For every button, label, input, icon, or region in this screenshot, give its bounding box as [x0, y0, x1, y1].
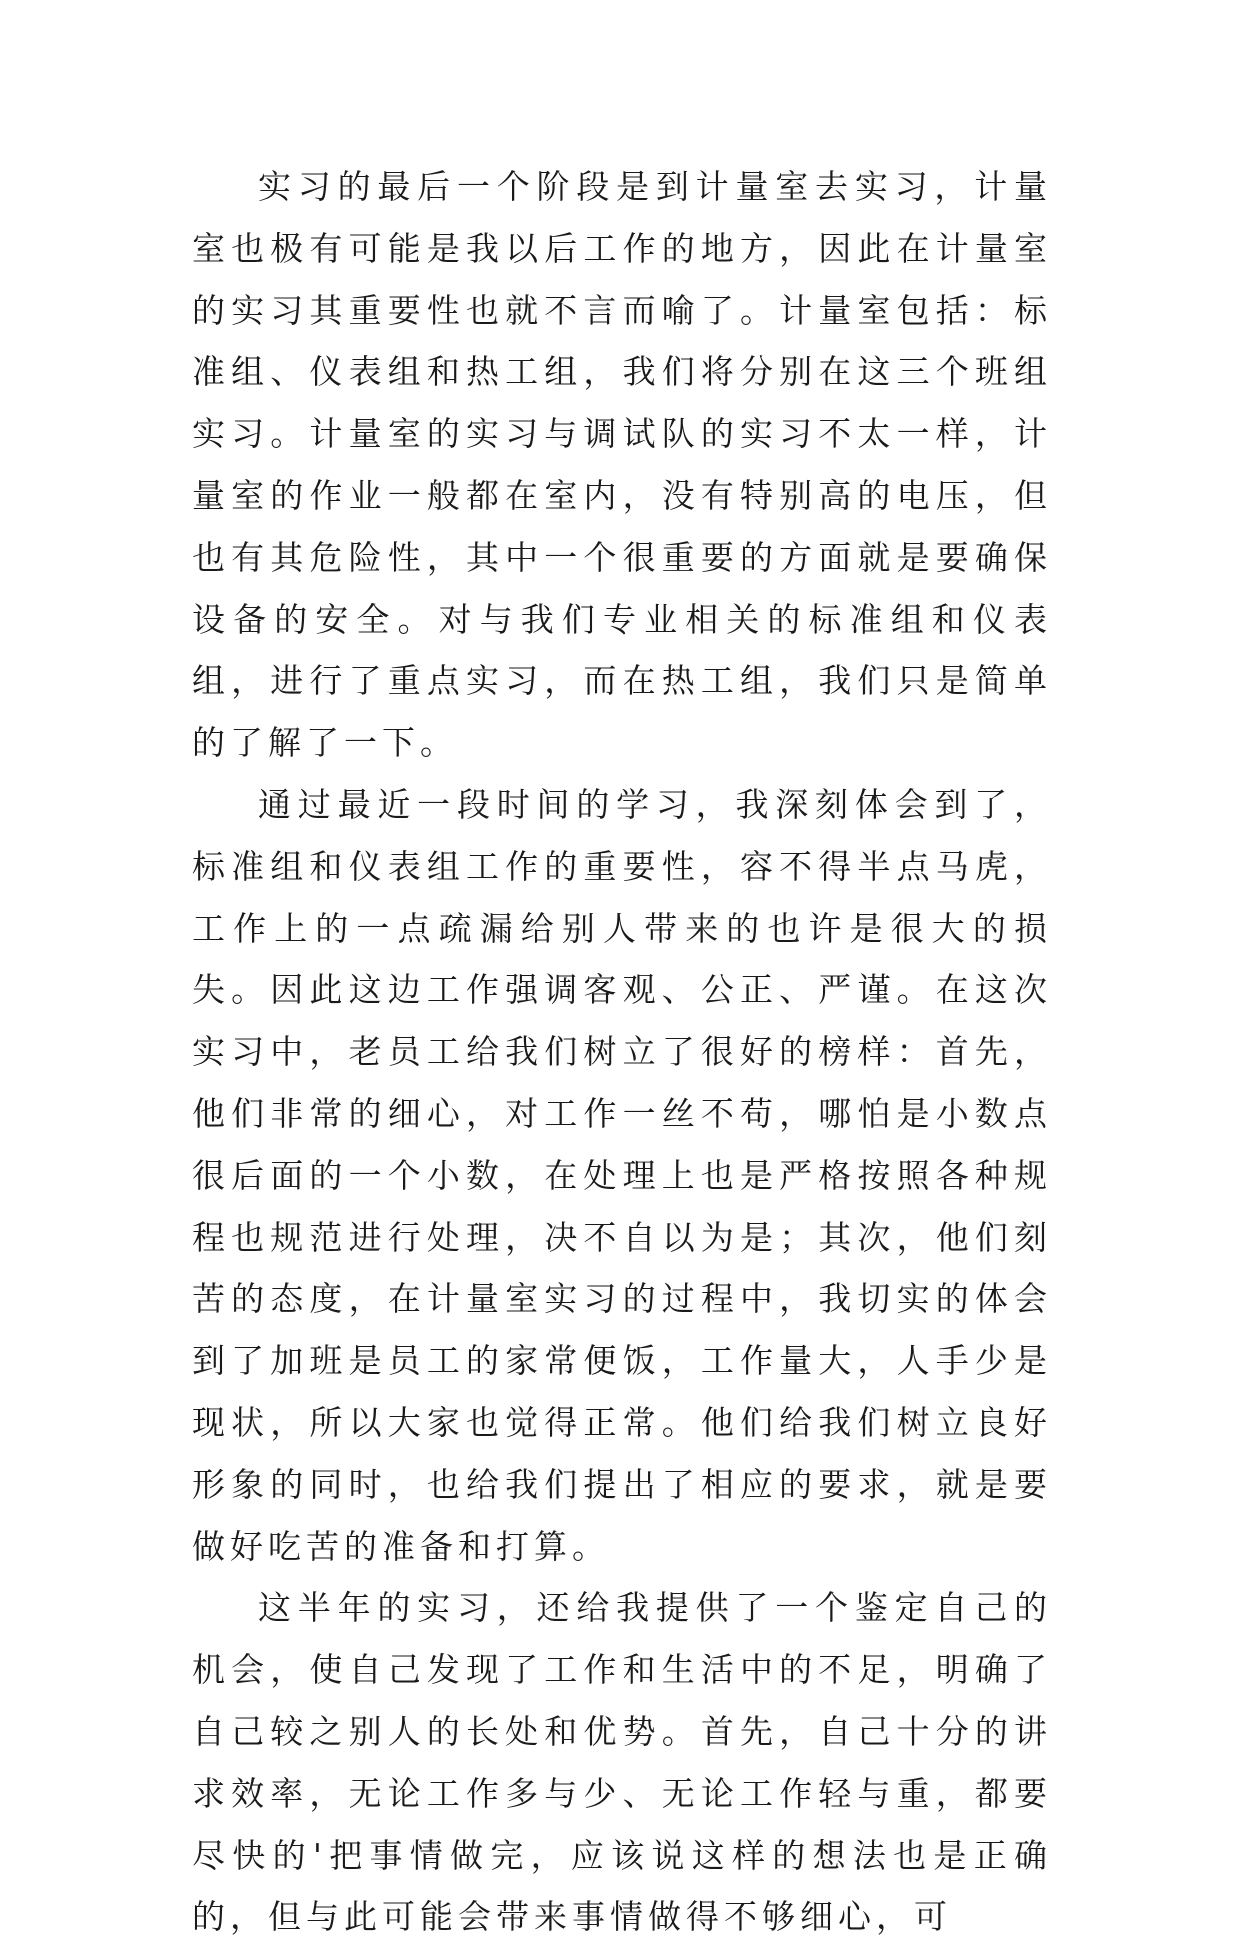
- document-page: [192, 156, 1052, 1948]
- paragraph-2: 通过最近一段时间的学习，我深刻体会到了，标准组和仪表组工作的重要性，容不得半点马虎，工作上的一点疏漏给别人带来的也许是很大的损失。因此这边工作强调客观、公正、严谨。在这次实习中，老员工给我们树立了很好的榜样：首先，他们非常的细心，对工作一丝不苟，哪怕是小数点很后面的一个小数，在处理上也是严格按照各种规程也规范进行处理，决不自以为是；其次，他们刻苦的态度，在计量室实习的过程中，我切实的体会到了加班是员工的家常便饭，工作量大，人手少是现状，所以大家也觉得正常。他们给我们树立良好形象的同时，也给我们提出了相应的要求，就是要做好吃苦的准备和打算。: [192, 784, 1052, 1566]
- paragraph-3: 这半年的实习，还给我提供了一个鉴定自己的机会，使自己发现了工作和生活中的不足，明确了自己较之别人的长处和优势。首先，自己十分的讲求效率，无论工作多与少、无论工作轻与重，都要尽快的'把事情做完，应该说这样的想法也是正确的，但与此可能会带来事情做得不够细心，可: [192, 1588, 1052, 1937]
- paragraph-1: 实习的最后一个阶段是到计量室去实习，计量室也极有可能是我以后工作的地方，因此在计量室的实习其重要性也就不言而喻了。计量室包括：标准组、仪表组和热工组，我们将分别在这三个班组实习。计量室的实习与调试队的实习不太一样，计量室的作业一般都在室内，没有特别高的电压，但也有其危险性，其中一个很重要的方面就是要确保设备的安全。对与我们专业相关的标准组和仪表组，进行了重点实习，而在热工组，我们只是简单的了解了一下。: [192, 167, 1052, 763]
